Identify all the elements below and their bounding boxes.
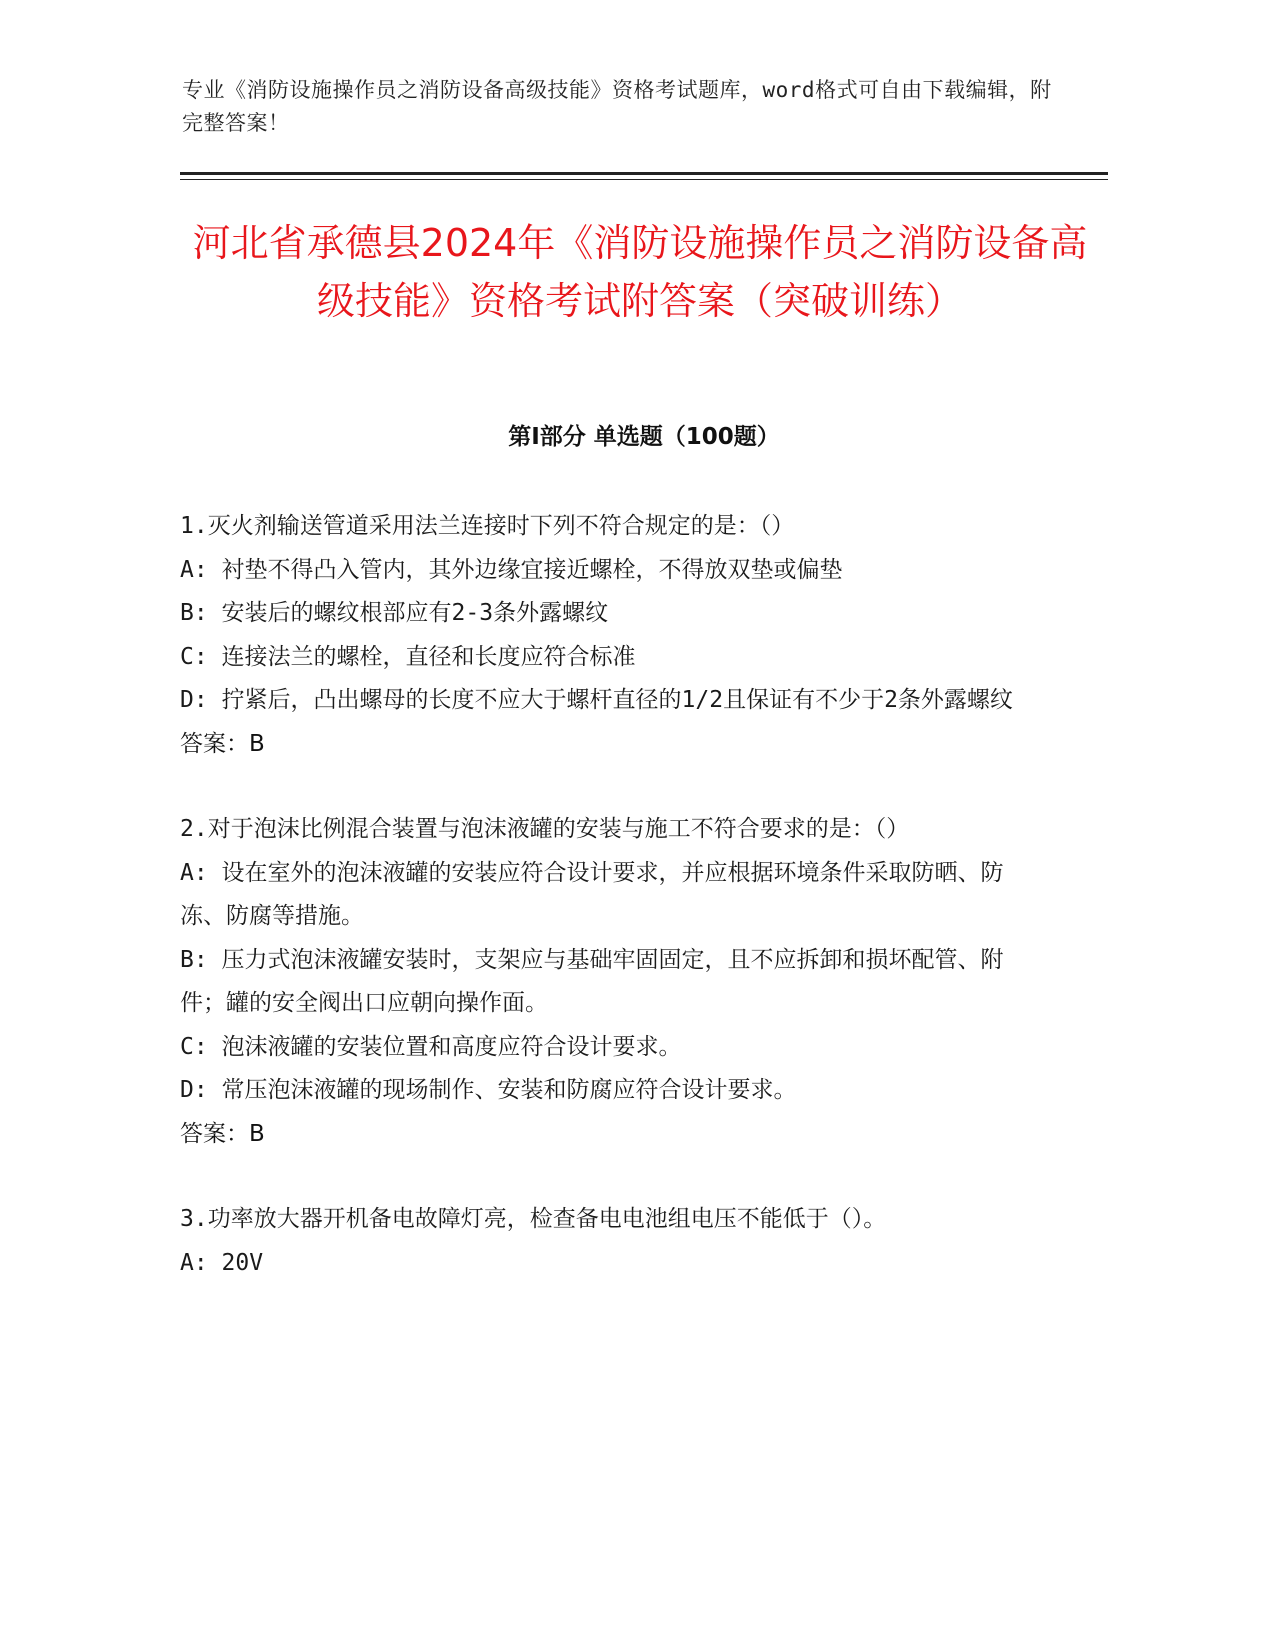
option-c: C: 泡沫液罐的安装位置和高度应符合设计要求。 bbox=[180, 1033, 682, 1060]
option-a: A: 衬垫不得凸入管内，其外边缘宜接近螺栓，不得放双垫或偏垫 bbox=[180, 556, 843, 583]
option-d: D: 常压泡沫液罐的现场制作、安装和防腐应符合设计要求。 bbox=[180, 1077, 797, 1103]
question-2 bbox=[180, 808, 1040, 1156]
header-divider-thick bbox=[180, 172, 1108, 175]
option-c: C: 连接法兰的螺栓，直径和长度应符合标准 bbox=[180, 643, 636, 670]
question-list bbox=[180, 505, 1040, 1327]
option-b: B: 安装后的螺纹根部应有2-3条外露螺纹 bbox=[180, 600, 609, 626]
option-b: B: 压力式泡沫液罐安装时，支架应与基础牢固固定，且不应拆卸和损坏配管、附件；罐的安全阀出口应朝向操作面。 bbox=[180, 946, 1004, 1016]
header-divider-thin bbox=[180, 179, 1108, 180]
option-a: A: 20V bbox=[180, 1249, 264, 1276]
question-stem: 1.灭火剂输送管道采用法兰连接时下列不符合规定的是：（） bbox=[180, 513, 795, 539]
question-stem: 2.对于泡沫比例混合装置与泡沫液罐的安装与施工不符合要求的是：（） bbox=[180, 816, 910, 842]
question-stem: 3.功率放大器开机备电故障灯亮，检查备电电池组电压不能低于（）。 bbox=[180, 1206, 887, 1232]
header-note: 专业《消防设施操作员之消防设备高级技能》资格考试题库，word格式可自由下载编辑，附完整答案！ bbox=[182, 78, 1052, 135]
section-heading: 第I部分 单选题（100题） bbox=[508, 424, 780, 450]
question-3 bbox=[180, 1198, 1040, 1285]
document-title: 河北省承德县2024年《消防设施操作员之消防设备高级技能》资格考试附答案（突破训练） bbox=[192, 221, 1088, 323]
answer-line: 答案：B bbox=[180, 730, 265, 757]
option-a: A: 设在室外的泡沫液罐的安装应符合设计要求，并应根据环境条件采取防晒、防冻、防腐等措施。 bbox=[180, 859, 1004, 929]
option-d: D: 拧紧后，凸出螺母的长度不应大于螺杆直径的1/2且保证有不少于2条外露螺纹 bbox=[180, 687, 1013, 713]
answer-line: 答案：B bbox=[180, 1120, 265, 1147]
question-1 bbox=[180, 505, 1040, 766]
